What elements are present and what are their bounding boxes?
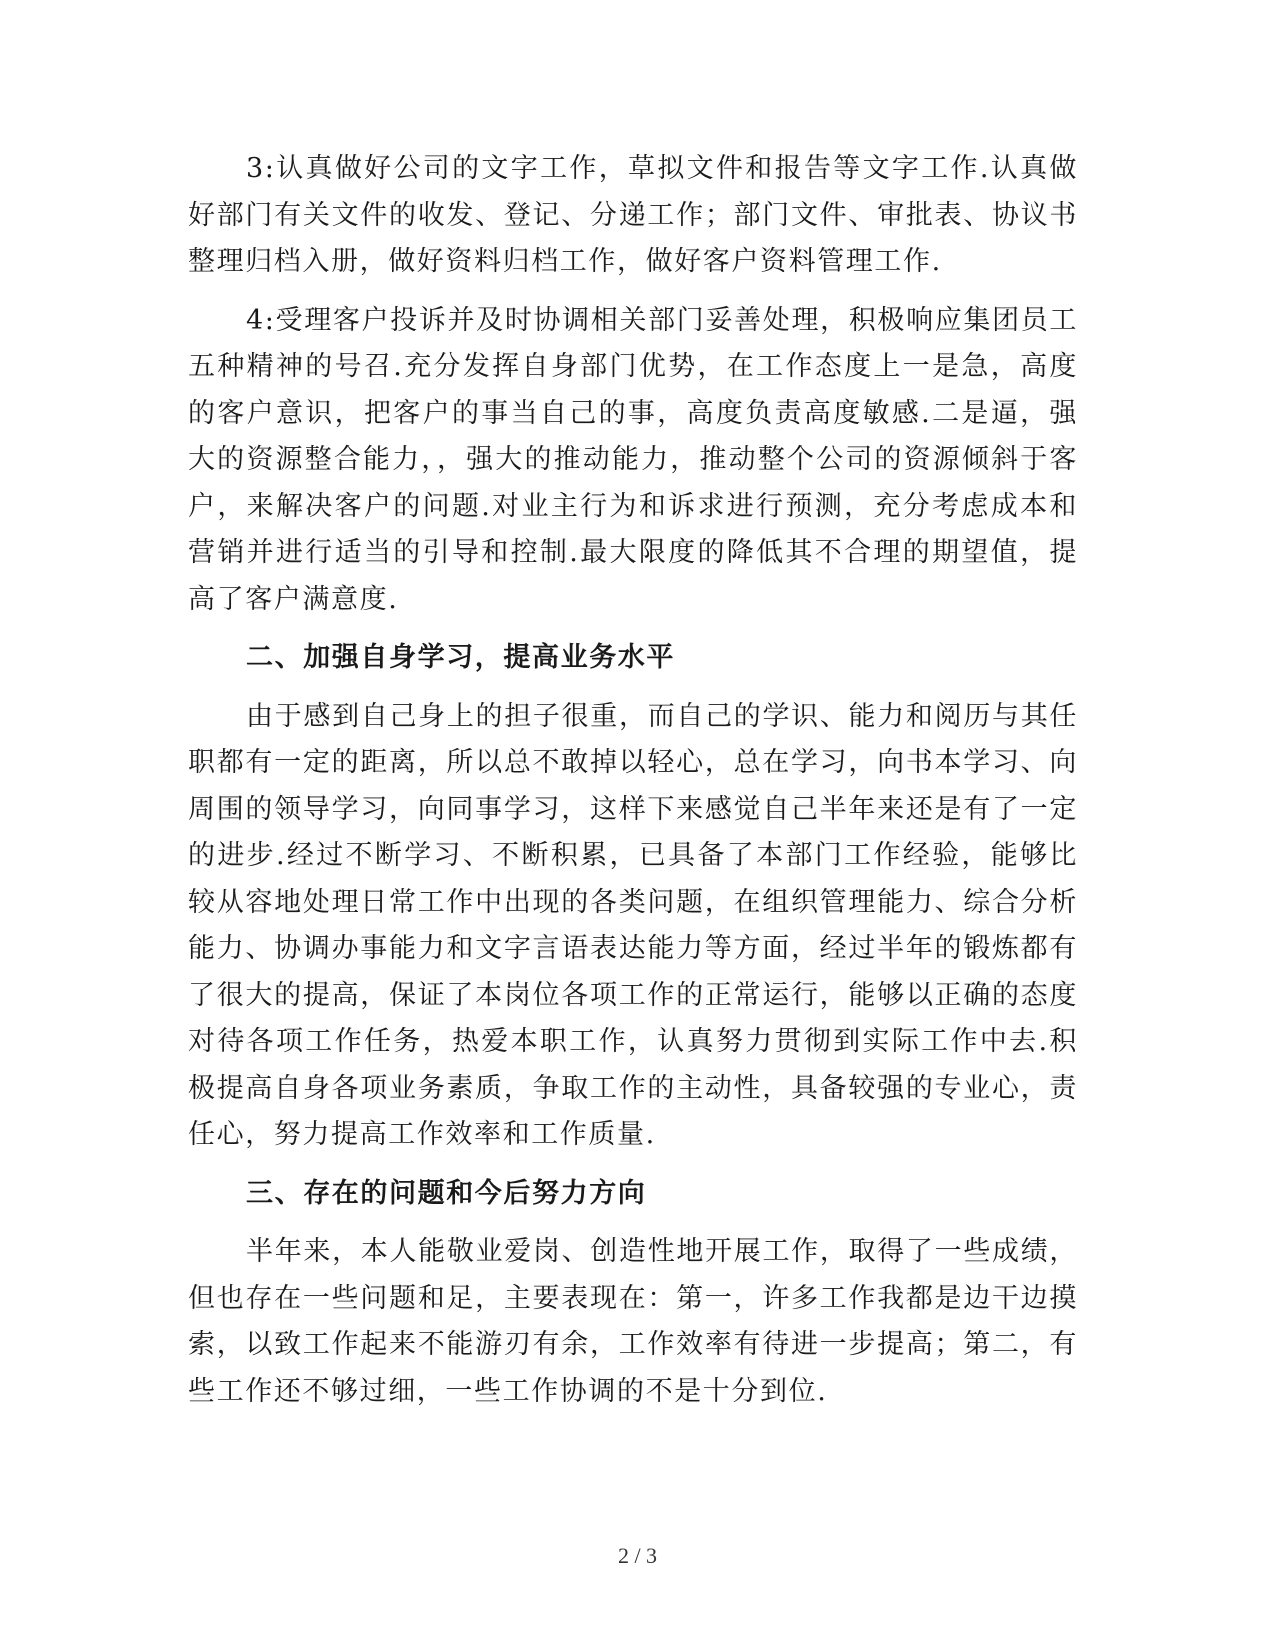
- section-heading-2: 二、加强自身学习，提高业务水平: [246, 642, 675, 673]
- paragraph-learning: 由于感到自己身上的担子很重，而自己的学识、能力和阅历与其任职都有一定的距离，所以总不敢掉以轻心，总在学习，向书本学习、向周围的领导学习，向同事学习，这样下来感觉自己半年来还是有了一定的进步.经过不断学习、不断积累，已具备了本部门工作经验，能够比较从容地处理日常工作中出现的各类问题，在组织管理能力、综合分析能力、协调办事能力和文字言语表达能力等方面，经过半年的锻炼都有了很大的提高，保证了本岗位各项工作的正常运行，能够以正确的态度对待各项工作任务，热爱本职工作，认真努力贯彻到实际工作中去.积极提高自身各项业务素质，争取工作的主动性，具备较强的专业心，责任心，努力提高工作效率和工作质量.: [188, 700, 1078, 1150]
- page-number: 2 / 3: [617, 1543, 658, 1568]
- section-heading-3: 三、存在的问题和今后努力方向: [246, 1177, 647, 1209]
- document-body: [188, 146, 1078, 1427]
- paragraph-item-4: 4:受理客户投诉并及时协调相关部门妥善处理，积极响应集团员工五种精神的号召.充分发挥自身部门优势，在工作态度上一是急，高度的客户意识，把客户的事当自己的事，高度负责高度敏感.二是逼，强大的资源整合能力，，强大的推动能力，推动整个公司的资源倾斜于客户，来解决客户的问题.对业主行为和诉求进行预测，充分考虑成本和营销并进行适当的引导和控制.最大限度的降低其不合理的期望值，提高了客户满意度.: [188, 304, 1078, 615]
- paragraph-item-3: 3:认真做好公司的文字工作，草拟文件和报告等文字工作.认真做好部门有关文件的收发、登记、分递工作；部门文件、审批表、协议书整理归档入册，做好资料归档工作，做好客户资料管理工作.: [188, 153, 1078, 277]
- paragraph-problems: 半年来，本人能敬业爱岗、创造性地开展工作，取得了一些成绩，但也存在一些问题和足，主要表现在：第一，许多工作我都是边干边摸索，以致工作起来不能游刃有余，工作效率有待进一步提高；第二，有些工作还不够过细，一些工作协调的不是十分到位.: [188, 1236, 1078, 1407]
